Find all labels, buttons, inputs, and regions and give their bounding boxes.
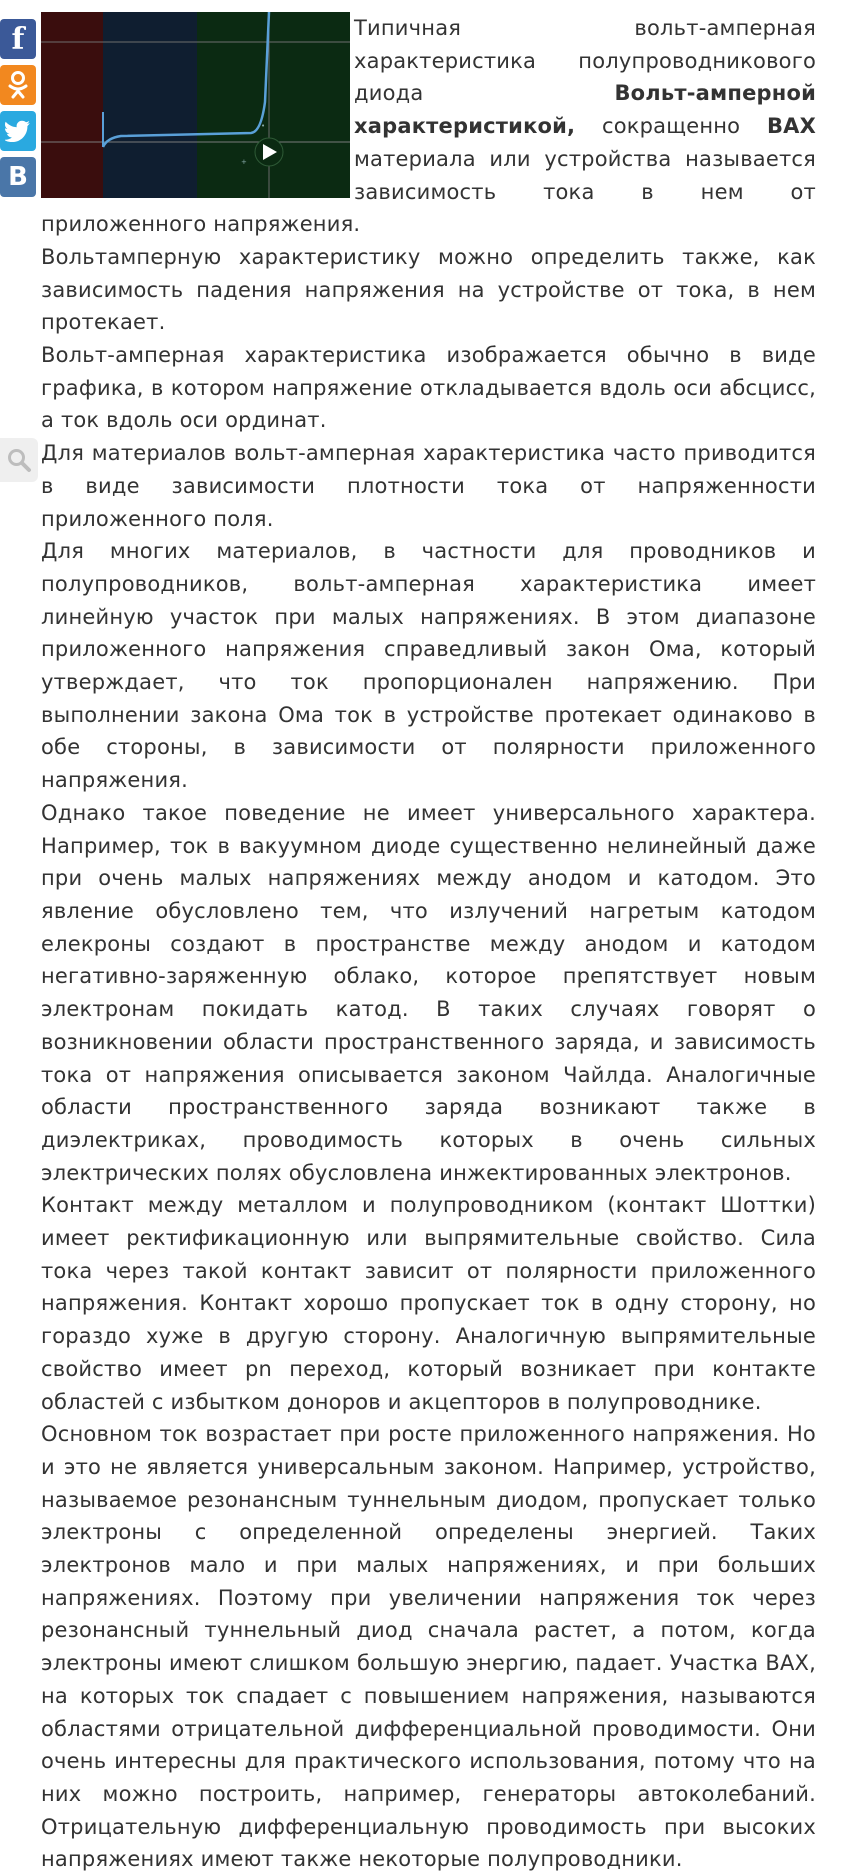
paragraph: Для материалов вольт-амперная характеристика часто приводится в виде зависимости плотности тока от напряженности приложенного поля.	[41, 441, 816, 531]
social-share-bar	[0, 19, 38, 203]
facebook-share-button[interactable]	[0, 19, 36, 59]
svg-text:+: +	[241, 158, 248, 166]
paragraph: Контакт между металлом и полупроводником (контакт Шоттки) имеет ректификационную или выпрямительные свойство. Сила тока через такой контакт зависит от полярности приложенного напряжения. Контакт хорошо пропускает ток в одну сторону, но гораздо хуже в другую сторону. Аналогичную выпрямительные свойство имеет pn переход, который возникает при контакте областей с избытком доноров и акцепторов в полупроводнике.	[41, 1193, 816, 1414]
twitter-icon	[5, 120, 31, 142]
diode-iv-video-thumbnail[interactable]	[41, 12, 350, 198]
paragraph: Однако такое поведение не имеет универсального характера. Например, ток в вакуумном диоде существенно нелинейный даже при очень малых напряжениях между анодом и катодом. Это явление обусловлено тем, что излучений нагретым катодом елекроны создают в пространстве между анодом и катодом негативно-заряженную облако, которое препятствует новым электронам покидать катод. В таких случаях говорят о возникновении области пространственного заряда, и зависимость тока от напряжения описывается законом Чайлда. Аналогичные области пространственного заряда возникают также в диэлектриках, проводимость которых в очень сильных электрических полях обусловлена инжектированных электронов.	[41, 800, 816, 1185]
paragraph: Вольтамперную характеристику можно определить также, как зависимость падения напряжения на устройстве от тока, в нем протекает.	[41, 244, 816, 335]
intro-rest-text: материала или устройства называется зависимость тока в нем от приложенного напряжения.	[41, 146, 816, 237]
vk-icon: В	[8, 162, 28, 192]
term-iv-characteristic: Вольт-амперной характеристикой,	[354, 81, 816, 139]
image-caption: Типичная вольт-амперная характеристика полупроводникового диода	[354, 16, 816, 106]
facebook-icon: f	[11, 21, 25, 57]
intro-mid-text: сокращенно	[575, 114, 767, 139]
twitter-share-button[interactable]	[0, 111, 36, 151]
search-button[interactable]	[0, 438, 38, 482]
vkontakte-share-button[interactable]	[0, 157, 36, 197]
search-icon	[6, 447, 32, 473]
svg-text:•: •	[261, 122, 266, 130]
paragraph: Для многих материалов, в частности для проводников и полупроводников, вольт-амперная характеристика имеет линейную участок при малых напряжениях. В этом диапазоне приложенного напряжения справедливый закон Ома, который утверждает, что ток пропорционален напряжению. При выполнении закона Ома ток в устройстве протекает одинаково в обе стороны, в зависимости от полярности приложенного напряжения.	[41, 539, 816, 793]
term-vah: ВАХ	[766, 114, 816, 139]
odnoklassniki-share-button[interactable]	[0, 65, 36, 105]
paragraph: Вольт-амперная характеристика изображается обычно в виде графика, в котором напряжение откладывается вдоль оси абсцисс, а ток вдоль оси ординат.	[41, 343, 816, 433]
odnoklassniki-icon	[7, 70, 29, 100]
iv-curve-image	[41, 12, 350, 198]
article-body	[41, 12, 816, 1876]
paragraph: Основном ток возрастает при росте приложенного напряжения. Но и это не является универсальным законом. Например, устройство, называемое резонансным туннельным диодом, пропускает только электроны с определенной определены энергией. Таких электронов мало и при малых напряжениях, и при больших напряжениях. Поэтому при увеличении напряжения ток через резонансный туннельный диод сначала растет, а потом, когда электроны имеют слишком большую энергию, падает. Участка ВАХ, на которых ток спадает с повышением напряжения, называются областями отрицательной дифференциальной проводимости. Они очень интересны для практического использования, потому что на них можно построить, например, генераторы автоколебаний. Отрицательную дифференциальную проводимость при высоких напряжениях имеют также некоторые полупроводники.	[41, 1422, 816, 1872]
